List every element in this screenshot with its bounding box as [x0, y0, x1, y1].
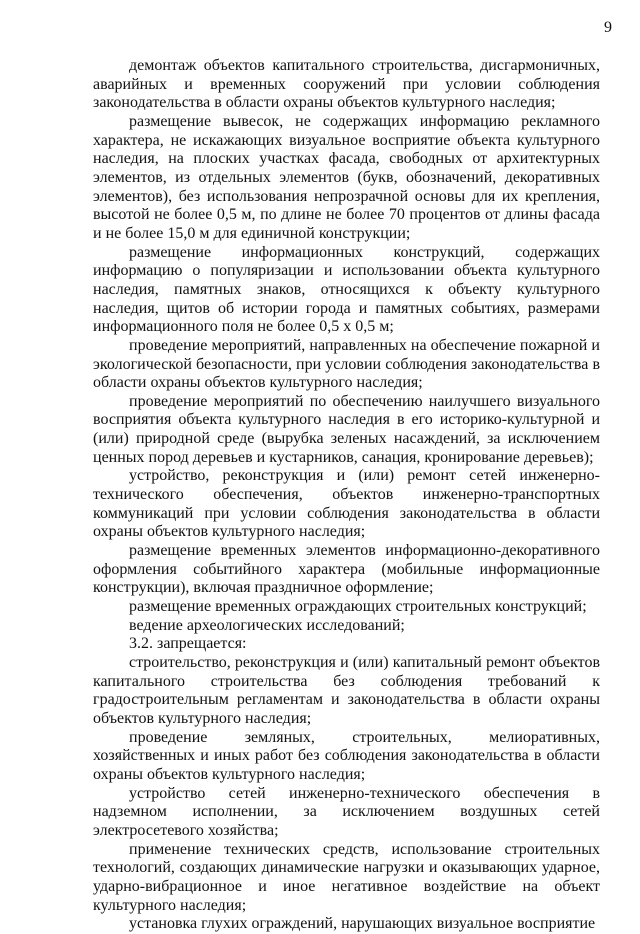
- paragraph-aboveground-networks: устройство сетей инженерно-технического обеспечения в надземном исполнении, за исключением воздушных сетей электросетевого хозяйства;: [93, 784, 600, 839]
- paragraph-signage: размещение вывесок, не содержащих информацию рекламного характера, не искажающих визуальное восприятие объекта культурного наследия, на плоских участках фасада, свободных от архитектурных элементов, из отдельных элементов (букв, обозначений, декоративных элементов), без использования непрозрачной основы для их крепления, высотой не более 0,5 м, по длине не более 70 процентов от длины фасада и не более 15,0 м для единичной конструкции;: [93, 112, 600, 242]
- paragraph-technical-means: применение технических средств, использование строительных технологий, создающих динамические нагрузки и оказывающих ударное, ударно-вибрационное и иное негативное воздействие на объект культурного наследия;: [93, 840, 600, 914]
- paragraph-blind-fences: установка глухих ограждений, нарушающих визуальное восприятие: [129, 915, 596, 933]
- paragraph-demolition: демонтаж объектов капитального строительства, дисгармоничных, аварийных и временных сооружений при условии соблюдения законодательства в области охраны объектов культурного наследия;: [93, 57, 600, 112]
- paragraph-temporary-decor: размещение временных элементов информационно-декоративного оформления событийного характера (мобильные информационные конструкции), включая праздничное оформление;: [93, 542, 600, 597]
- paragraph-capital-construction: строительство, реконструкция и (или) капитальный ремонт объектов капитального строительства без соблюдения требований к градостроительным регламентам и законодательства в области охраны объектов культурного наследия;: [93, 654, 600, 727]
- body-text: [93, 57, 600, 934]
- paragraph-fire-ecology-safety: проведение мероприятий, направленных на обеспечение пожарной и экологической безопасности, при условии соблюдения законодательства в области охраны объектов культурного наследия;: [93, 336, 600, 392]
- paragraph-archaeology: ведение археологических исследований;: [129, 616, 405, 634]
- section-heading-prohibited: 3.2. запрещается:: [129, 635, 247, 653]
- paragraph-visual-perception: проведение мероприятий по обеспечению наилучшего визуального восприятия объекта культурного наследия в его историко-культурной и (или) природной среде (вырубка зеленых насаждений, за исключением ценных пород деревьев и кустарников, санация, кронирование деревьев);: [93, 392, 600, 466]
- paragraph-temporary-fencing: размещение временных ограждающих строительных конструкций;: [129, 598, 587, 616]
- paragraph-engineering-networks-repair: устройство, реконструкция и (или) ремонт сетей инженерно-технического обеспечения, объектов инженерно-транспортных коммуникаций при условии соблюдения законодательства в области охраны объектов культурного наследия;: [93, 467, 600, 541]
- paragraph-information-structures: размещение информационных конструкций, содержащих информацию о популяризации и использовании объекта культурного наследия, памятных знаков, относящихся к объекту культурного наследия, щитов об истории города и памятных событиях, размерами информационного поля не более 0,5 х 0,5 м;: [93, 243, 600, 336]
- page-number: 9: [604, 19, 612, 36]
- paragraph-earthworks: проведение земляных, строительных, мелиоративных, хозяйственных и иных работ без соблюдения законодательства в области охраны объектов культурного наследия;: [93, 728, 600, 783]
